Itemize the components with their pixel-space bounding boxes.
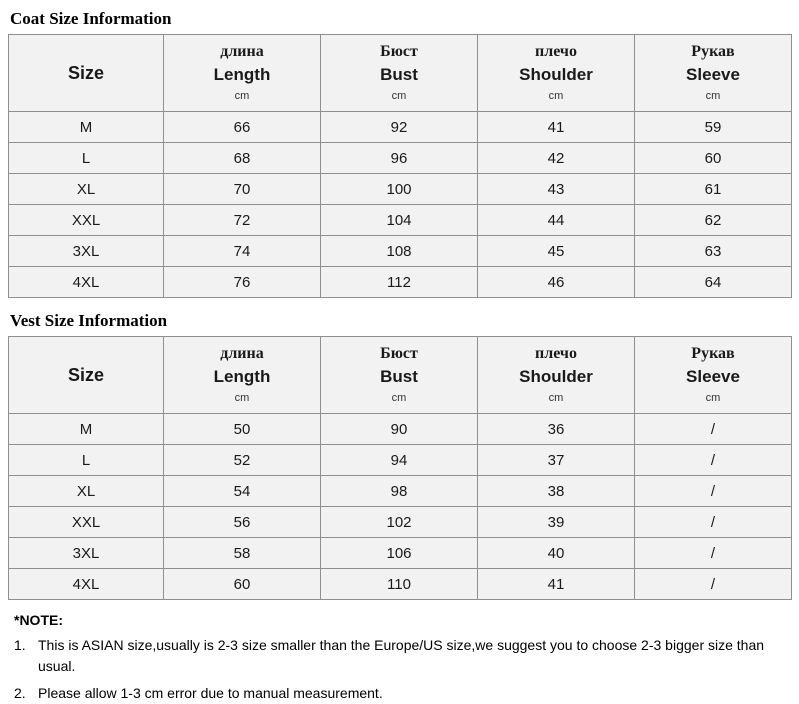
row-size: M (9, 414, 164, 445)
table-row (9, 267, 792, 298)
table-row (9, 445, 792, 476)
table-row (9, 112, 792, 143)
header-bust-unit: cm (391, 90, 407, 102)
row-shoulder: 41 (478, 112, 635, 143)
row-shoulder: 44 (478, 205, 635, 236)
row-bust: 98 (321, 476, 478, 507)
row-bust: 96 (321, 143, 478, 174)
note-item-number: 2. (14, 685, 26, 701)
table-row (9, 569, 792, 600)
row-shoulder: 46 (478, 267, 635, 298)
header-bust (321, 337, 478, 414)
header-shoulder-unit: cm (548, 90, 564, 102)
row-shoulder: 43 (478, 174, 635, 205)
row-bust: 102 (321, 507, 478, 538)
table-row (9, 507, 792, 538)
header-shoulder-ru: плечо (535, 43, 577, 60)
header-shoulder-ru: плечо (535, 345, 577, 362)
row-bust: 104 (321, 205, 478, 236)
row-length: 56 (164, 507, 321, 538)
row-size: XL (9, 476, 164, 507)
row-sleeve: / (635, 538, 792, 569)
header-sleeve (635, 35, 792, 112)
row-length: 68 (164, 143, 321, 174)
row-bust: 100 (321, 174, 478, 205)
table-row (9, 538, 792, 569)
note-item (14, 635, 791, 677)
row-sleeve: 63 (635, 236, 792, 267)
table-header-row (9, 337, 792, 414)
note-item-text: This is ASIAN size,usually is 2-3 size smaller than the Europe/US size,we suggest you to choose 2-3 bigger size than usual. (38, 637, 765, 674)
header-sleeve-unit: cm (705, 392, 721, 404)
row-bust: 108 (321, 236, 478, 267)
table-row (9, 143, 792, 174)
row-size: 4XL (9, 569, 164, 600)
coat-table-title: Coat Size Information (10, 9, 172, 28)
header-length-ru: длина (220, 345, 264, 362)
row-bust: 106 (321, 538, 478, 569)
row-sleeve: / (635, 507, 792, 538)
row-length: 60 (164, 569, 321, 600)
header-length-unit: cm (234, 90, 250, 102)
row-size: 3XL (9, 538, 164, 569)
row-length: 70 (164, 174, 321, 205)
row-size: 3XL (9, 236, 164, 267)
row-sleeve: 59 (635, 112, 792, 143)
row-size: XL (9, 174, 164, 205)
header-size-label: Size (67, 63, 105, 83)
row-shoulder: 40 (478, 538, 635, 569)
header-shoulder (478, 35, 635, 112)
row-shoulder: 42 (478, 143, 635, 174)
row-length: 76 (164, 267, 321, 298)
row-shoulder: 38 (478, 476, 635, 507)
header-sleeve-en: Sleeve (686, 367, 740, 386)
row-sleeve: 62 (635, 205, 792, 236)
row-size: M (9, 112, 164, 143)
row-length: 54 (164, 476, 321, 507)
header-sleeve-en: Sleeve (686, 65, 740, 84)
row-sleeve: 61 (635, 174, 792, 205)
row-length: 52 (164, 445, 321, 476)
header-size-label: Size (67, 365, 105, 385)
row-length: 74 (164, 236, 321, 267)
row-shoulder: 41 (478, 569, 635, 600)
header-shoulder-en: Shoulder (519, 367, 593, 386)
row-sleeve: / (635, 569, 792, 600)
note-section (8, 609, 791, 704)
row-size: L (9, 143, 164, 174)
header-bust-ru: Бюст (380, 43, 418, 60)
coat-size-table (8, 34, 792, 298)
vest-table-title: Vest Size Information (10, 311, 168, 330)
row-bust: 94 (321, 445, 478, 476)
table-header-row (9, 35, 792, 112)
note-item-text: Please allow 1-3 cm error due to manual measurement. (38, 685, 383, 701)
row-length: 66 (164, 112, 321, 143)
header-length (164, 337, 321, 414)
header-bust (321, 35, 478, 112)
row-bust: 90 (321, 414, 478, 445)
header-length-en: Length (213, 367, 271, 386)
header-bust-unit: cm (391, 392, 407, 404)
row-bust: 112 (321, 267, 478, 298)
header-bust-en: Bust (380, 367, 418, 386)
header-sleeve (635, 337, 792, 414)
row-sleeve: 64 (635, 267, 792, 298)
header-sleeve-ru: Рукав (691, 345, 735, 362)
table-row (9, 236, 792, 267)
row-shoulder: 36 (478, 414, 635, 445)
row-sleeve: / (635, 445, 792, 476)
row-sleeve: 60 (635, 143, 792, 174)
row-shoulder: 37 (478, 445, 635, 476)
header-bust-ru: Бюст (380, 345, 418, 362)
note-item-number: 1. (14, 637, 26, 653)
header-length-en: Length (213, 65, 271, 84)
row-sleeve: / (635, 476, 792, 507)
section-spacer (8, 298, 791, 308)
row-size: L (9, 445, 164, 476)
row-bust: 92 (321, 112, 478, 143)
vest-size-table (8, 336, 792, 600)
header-length (164, 35, 321, 112)
header-bust-en: Bust (380, 65, 418, 84)
row-length: 50 (164, 414, 321, 445)
row-size: XXL (9, 507, 164, 538)
note-title: *NOTE: (14, 612, 63, 628)
header-size (9, 337, 164, 414)
table-row (9, 476, 792, 507)
row-length: 72 (164, 205, 321, 236)
row-bust: 110 (321, 569, 478, 600)
header-shoulder (478, 337, 635, 414)
note-item (14, 683, 791, 704)
header-length-unit: cm (234, 392, 250, 404)
table-row (9, 414, 792, 445)
header-size (9, 35, 164, 112)
header-sleeve-unit: cm (705, 90, 721, 102)
row-shoulder: 45 (478, 236, 635, 267)
header-length-ru: длина (220, 43, 264, 60)
row-length: 58 (164, 538, 321, 569)
row-size: XXL (9, 205, 164, 236)
row-size: 4XL (9, 267, 164, 298)
header-sleeve-ru: Рукав (691, 43, 735, 60)
header-shoulder-unit: cm (548, 392, 564, 404)
row-sleeve: / (635, 414, 792, 445)
header-shoulder-en: Shoulder (519, 65, 593, 84)
row-shoulder: 39 (478, 507, 635, 538)
table-row (9, 174, 792, 205)
table-row (9, 205, 792, 236)
